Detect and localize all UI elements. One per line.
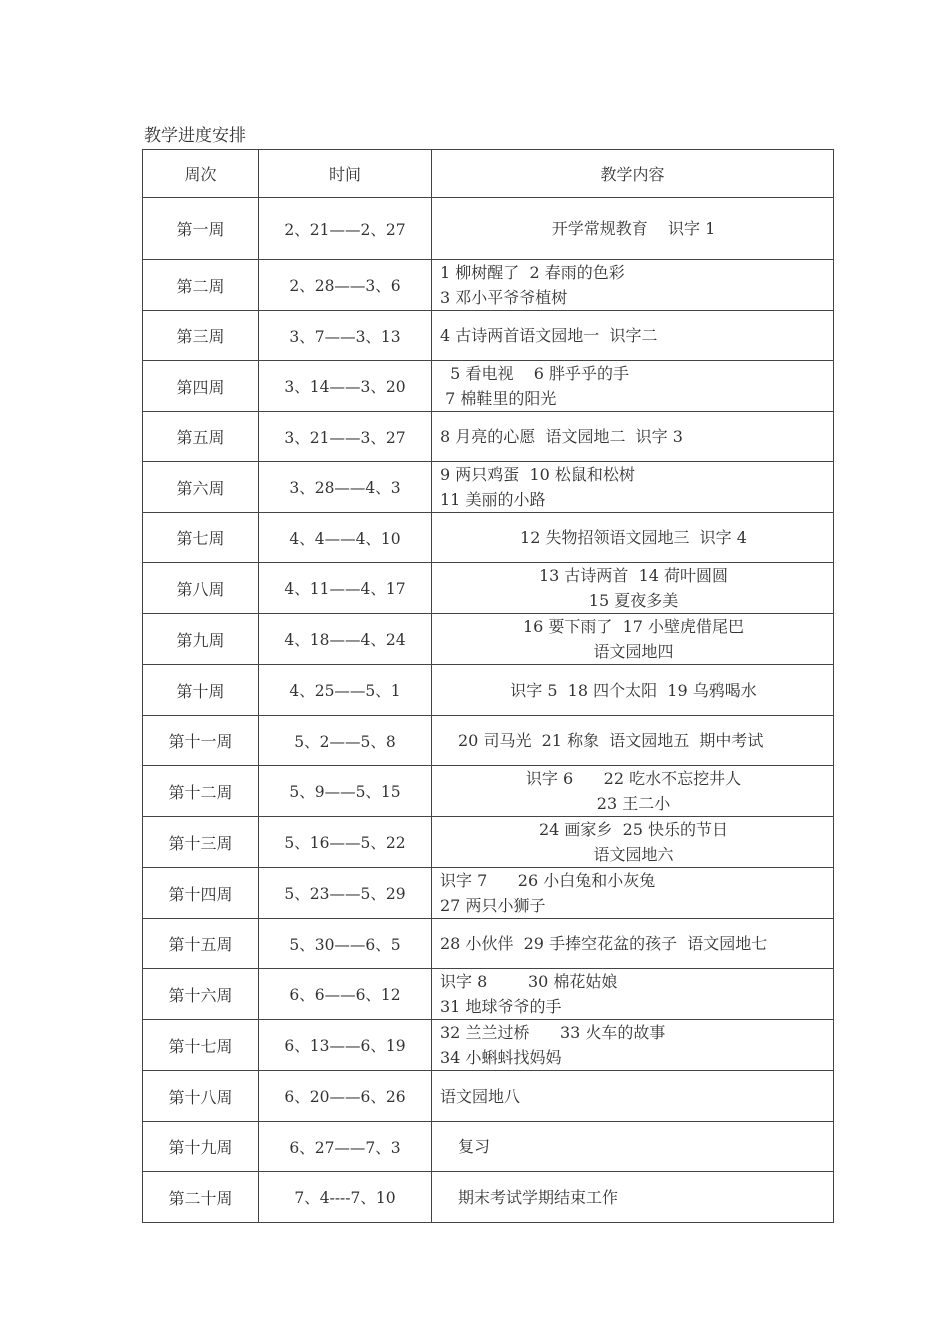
date-cell: 5、16——5、22 (259, 817, 432, 868)
content-cell (432, 868, 834, 919)
content-line: 32 兰兰过桥 33 火车的故事 (440, 1023, 666, 1042)
date-cell: 2、21——2、27 (259, 198, 432, 260)
date-cell: 5、23——5、29 (259, 868, 432, 919)
content-cell (432, 462, 834, 513)
date-cell: 4、4——4、10 (259, 513, 432, 563)
content-cell (432, 513, 834, 563)
content-line: 31 地球爷爷的手 (440, 997, 562, 1016)
week-cell: 第十四周 (143, 868, 259, 919)
date-cell: 5、2——5、8 (259, 716, 432, 766)
content-cell (432, 412, 834, 462)
week-cell: 第十六周 (143, 969, 259, 1020)
week-cell: 第十一周 (143, 716, 259, 766)
week-cell: 第七周 (143, 513, 259, 563)
content-line: 语文园地八 (440, 1086, 521, 1106)
content-cell (432, 919, 834, 969)
date-cell: 4、18——4、24 (259, 614, 432, 665)
content-cell (432, 665, 834, 716)
week-cell: 第十七周 (143, 1020, 259, 1071)
content-cell (432, 817, 834, 868)
date-cell: 3、7——3、13 (259, 311, 432, 361)
column-header-content: 教学内容 (432, 150, 834, 198)
table-row (143, 665, 834, 716)
table-row (143, 361, 834, 412)
content-cell (432, 361, 834, 412)
week-cell: 第十八周 (143, 1071, 259, 1122)
week-cell: 第十九周 (143, 1122, 259, 1172)
table-row (143, 1172, 834, 1223)
content-line: 13 古诗两首 14 荷叶圆圆 (538, 566, 729, 585)
content-line: 语文园地六 (593, 845, 674, 864)
content-line: 4 古诗两首语文园地一 识字二 (440, 326, 658, 345)
content-line: 34 小蝌蚪找妈妈 (440, 1048, 562, 1067)
header-row (143, 150, 834, 198)
content-line: 1 柳树醒了 2 春雨的色彩 (440, 263, 625, 282)
date-cell: 5、30——6、5 (259, 919, 432, 969)
content-line: 12 失物招领语文园地三 识字 4 (520, 528, 747, 547)
week-cell: 第十二周 (143, 766, 259, 817)
week-cell: 第八周 (143, 563, 259, 614)
week-cell: 第六周 (143, 462, 259, 513)
content-line: 15 夏夜多美 (588, 591, 679, 610)
content-line: 语文园地四 (593, 642, 674, 661)
content-cell (432, 260, 834, 311)
table-row (143, 817, 834, 868)
date-cell: 2、28——3、6 (259, 260, 432, 311)
content-line: 识字 7 26 小白兔和小灰兔 (440, 871, 656, 890)
content-cell (432, 766, 834, 817)
table-row (143, 1122, 834, 1172)
content-cell (432, 1020, 834, 1071)
date-cell: 3、21——3、27 (259, 412, 432, 462)
content-line: 28 小伙伴 29 手捧空花盆的孩子 语文园地七 (440, 934, 768, 953)
content-line: 16 要下雨了 17 小壁虎借尾巴 (522, 617, 745, 636)
table-row (143, 919, 834, 969)
content-line: 复习 (458, 1137, 491, 1156)
week-cell: 第一周 (143, 198, 259, 260)
content-cell (432, 1172, 834, 1223)
content-line: 24 画家乡 25 快乐的节日 (538, 820, 729, 839)
page-title: 教学进度安排 (144, 126, 246, 146)
table-row (143, 614, 834, 665)
content-line: 3 邓小平爷爷植树 (440, 288, 568, 307)
column-header-week: 周次 (143, 150, 259, 198)
table-row (143, 198, 834, 260)
week-cell: 第九周 (143, 614, 259, 665)
content-line: 20 司马光 21 称象 语文园地五 期中考试 (458, 731, 764, 750)
content-cell (432, 563, 834, 614)
date-cell: 3、28——4、3 (259, 462, 432, 513)
date-cell: 4、11——4、17 (259, 563, 432, 614)
table-row (143, 462, 834, 513)
content-line: 识字 8 30 棉花姑娘 (440, 972, 618, 991)
date-cell: 5、9——5、15 (259, 766, 432, 817)
week-cell: 第二十周 (143, 1172, 259, 1223)
week-cell: 第四周 (143, 361, 259, 412)
table-row (143, 1071, 834, 1122)
content-cell (432, 716, 834, 766)
content-line: 识字 5 18 四个太阳 19 乌鸦喝水 (510, 680, 757, 700)
content-cell (432, 1071, 834, 1122)
table-row (143, 513, 834, 563)
schedule-table (142, 149, 834, 1223)
table-row (143, 260, 834, 311)
table-row (143, 766, 834, 817)
content-cell (432, 198, 834, 260)
table-row (143, 311, 834, 361)
content-cell (432, 969, 834, 1020)
week-cell: 第三周 (143, 311, 259, 361)
table-row (143, 868, 834, 919)
content-line: 5 看电视 6 胖乎乎的手 (440, 364, 630, 383)
content-line: 7 棉鞋里的阳光 (440, 389, 557, 408)
content-line: 识字 6 22 吃水不忘挖井人 (525, 769, 742, 788)
week-cell: 第十三周 (143, 817, 259, 868)
content-line: 11 美丽的小路 (440, 490, 546, 509)
table-row (143, 716, 834, 766)
date-cell: 6、27——7、3 (259, 1122, 432, 1172)
week-cell: 第二周 (143, 260, 259, 311)
content-cell (432, 311, 834, 361)
content-line: 8 月亮的心愿 语文园地二 识字 3 (440, 427, 683, 446)
content-line: 9 两只鸡蛋 10 松鼠和松树 (440, 465, 635, 484)
date-cell: 6、13——6、19 (259, 1020, 432, 1071)
content-cell (432, 614, 834, 665)
table-row (143, 969, 834, 1020)
table-row (143, 1020, 834, 1071)
week-cell: 第十五周 (143, 919, 259, 969)
date-cell: 6、6——6、12 (259, 969, 432, 1020)
date-cell: 3、14——3、20 (259, 361, 432, 412)
date-cell: 6、20——6、26 (259, 1071, 432, 1122)
week-cell: 第十周 (143, 665, 259, 716)
content-line: 23 王二小 (596, 794, 671, 813)
table-row (143, 412, 834, 462)
content-line: 27 两只小狮子 (440, 896, 546, 915)
column-header-date: 时间 (259, 150, 432, 198)
content-cell (432, 1122, 834, 1172)
week-cell: 第五周 (143, 412, 259, 462)
content-line: 开学常规教育 识字 1 (551, 219, 716, 238)
date-cell: 4、25——5、1 (259, 665, 432, 716)
table-row (143, 563, 834, 614)
date-cell: 7、4----7、10 (259, 1172, 432, 1223)
content-line: 期末考试学期结束工作 (458, 1187, 619, 1207)
